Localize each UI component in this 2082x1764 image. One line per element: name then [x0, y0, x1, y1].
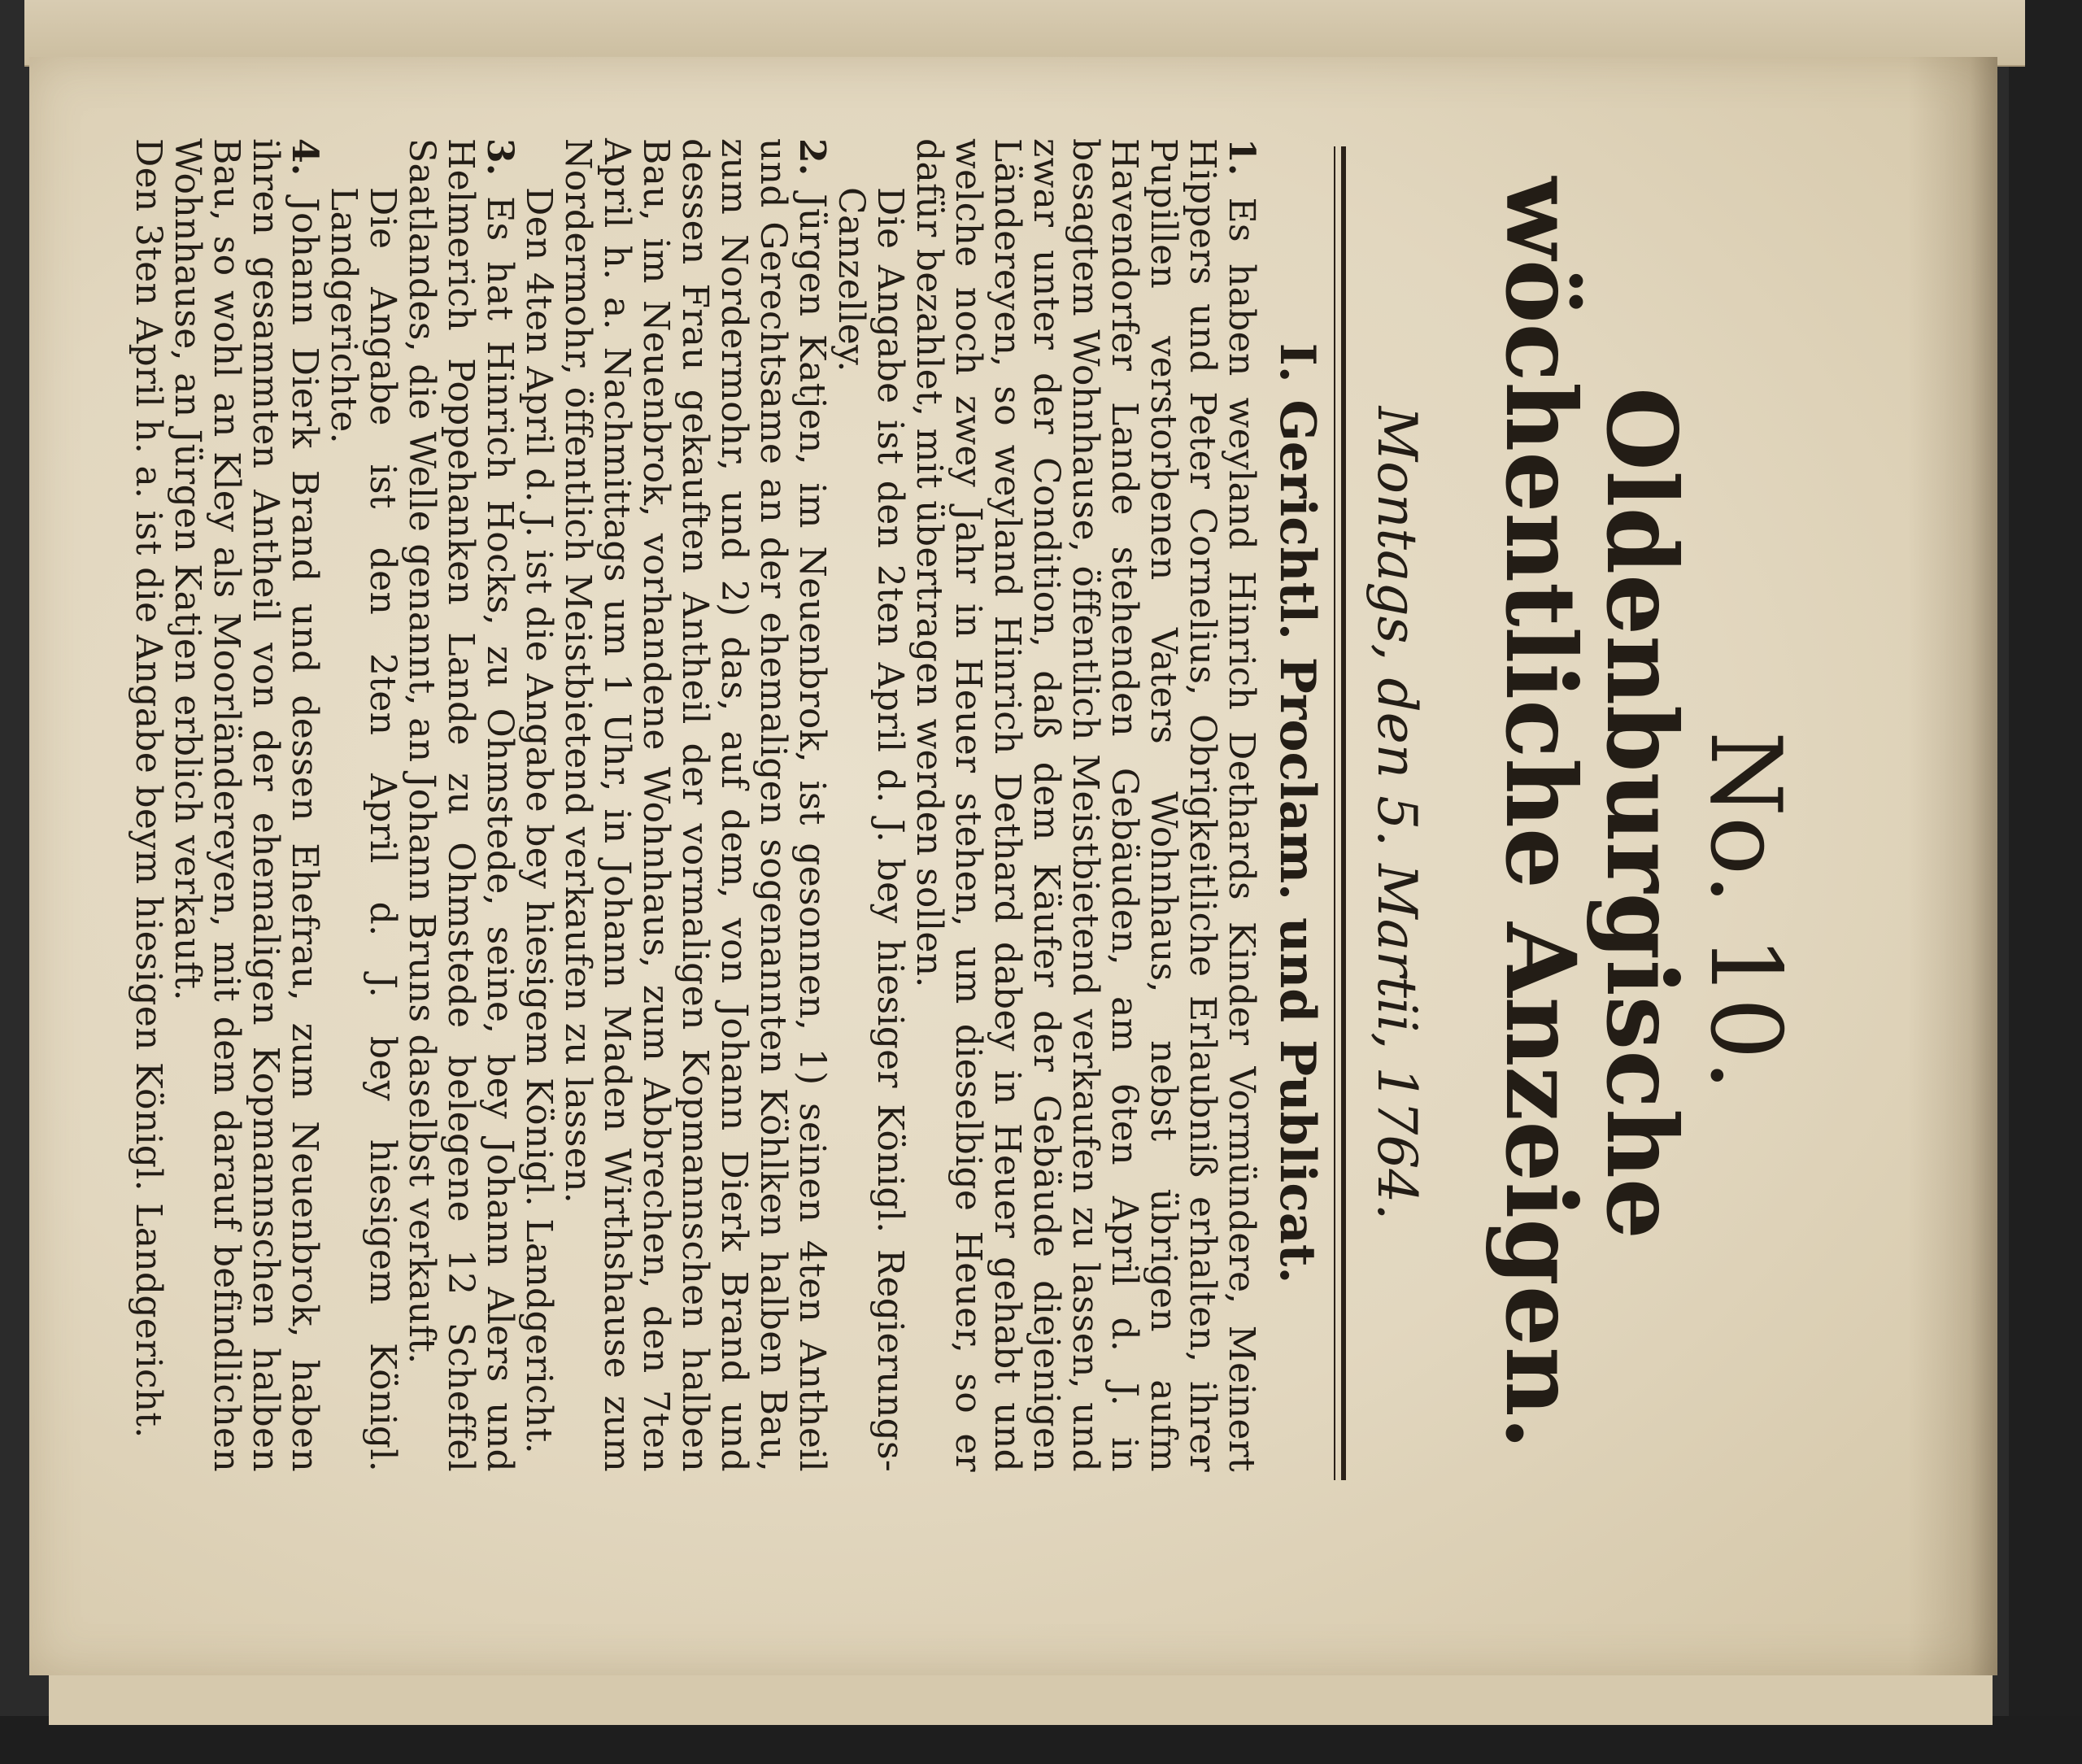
notice-text: Es hat Hinrich Hocks, zu Ohmstede, seine, bey Johann Alers und Helmerich Poppehanken Lande zu Ohmstede belegene 12 Scheffel Saatlandes, die Welle genannt, an Johann Bruns daselbst verkauft. [401, 138, 520, 1472]
notice-4 [168, 138, 324, 1472]
notice-text: Den 4ten April d. J. ist die Angabe bey hiesigem Königl. Landgericht. [518, 187, 560, 1454]
heading-rule [1341, 146, 1346, 1480]
notice-4-filing [128, 138, 168, 1472]
masthead-line-2: wöchentliche Anzeigen. [1484, 176, 1597, 1450]
notice-text: Jürgen Katjen, im Neuenbrok, ist gesonnen, 1) seinen 4ten Antheil und Gerechtsame an der ehemaligen sogenannten Köhlken halben Bau, zum Nordermohr, und 2) das, auf dem, von Johann Dierk Brand und dessen Frau gekauften Antheil der vormaligen Kopmannschen halben Bau, im Neuenbrok, vorhandene Wohnhaus, zum Abbrechen, den 7ten April h. a. Nachmittags um 1 Uhr, in Johann Maden Wirthshause zum Nordermohr, öffentlich Meistbietend verkaufen zu lassen. [557, 138, 833, 1472]
notice-text: Die Angabe ist den 2ten April d. J. bey hiesigem Königl. Landgerichte. [323, 187, 403, 1472]
masthead-line-1: Oldenburgische [1585, 387, 1698, 1239]
notice-3 [402, 138, 519, 1472]
notice-number: 4. [284, 138, 325, 176]
page-content-rotated [128, 65, 1801, 1545]
dateline: Montags, den 5. Martii, 1764. [1365, 406, 1428, 1221]
notice-2 [558, 138, 831, 1472]
dark-background-right [2009, 0, 2082, 1764]
notice-text: Den 3ten April h. a. ist die Angabe beym hiesigen Königl. Landgericht. [128, 138, 169, 1439]
notice-number: 3. [479, 138, 520, 176]
notice-2-filing [519, 138, 558, 1472]
section-heading: I. Gerichtl. Proclam. und Publicat. [1269, 342, 1326, 1284]
notices-list [128, 138, 1261, 1472]
issue-number: No. 10. [1688, 730, 1801, 1091]
spine-shadow [1908, 57, 1997, 1675]
notice-3-filing [324, 138, 402, 1472]
notice-text: Es haben weyland Hinrich Dethards Kinder Vormündere, Meinert Hippers und Peter Cornelius, Obrigkeitliche Erlaubniß erhalten, ihrer Pupillen verstorbenen Vaters Wohnhaus, nebst übrigen aufm Havendorfer Lande stehenden Gebäuden, am 6ten April d. J. in besagtem Wohnhause, öffentlich Meistbietend verkaufen zu lassen, und zwar unter der Condition, daß dem Käufer der Gebäude diejenigen Ländereyen, so weyland Hinrich Dethard dabey in Heuer gehabt und welche noch zwey Jahr in Heuer stehen, um dieselbige Heuer, so er dafür bezahlet, mit übertragen werden sollen. [908, 138, 1262, 1472]
masthead-title [1484, 171, 1698, 1456]
lower-page-edge [49, 1667, 1993, 1725]
heading-rule-thin [1334, 146, 1335, 1480]
notice-text: Johann Dierk Brand und dessen Ehefrau, zum Neuenbrok, haben ihren gesammten Antheil von der ehemaligen Kopmannschen halben Bau, so wohl an Kley als Moorländereyen, mit dem darauf befindlichen Wohnhause, an Jürgen Katjen erblich verkauft. [167, 138, 325, 1472]
notice-1-filing [831, 138, 909, 1472]
notice-text: Die Angabe ist den 2ten April d. J. bey hiesiger Königl. Regierungs-Canzelley. [830, 187, 911, 1472]
notice-1 [909, 138, 1261, 1472]
notice-number: 2. [791, 138, 833, 176]
notice-number: 1. [1221, 138, 1262, 176]
